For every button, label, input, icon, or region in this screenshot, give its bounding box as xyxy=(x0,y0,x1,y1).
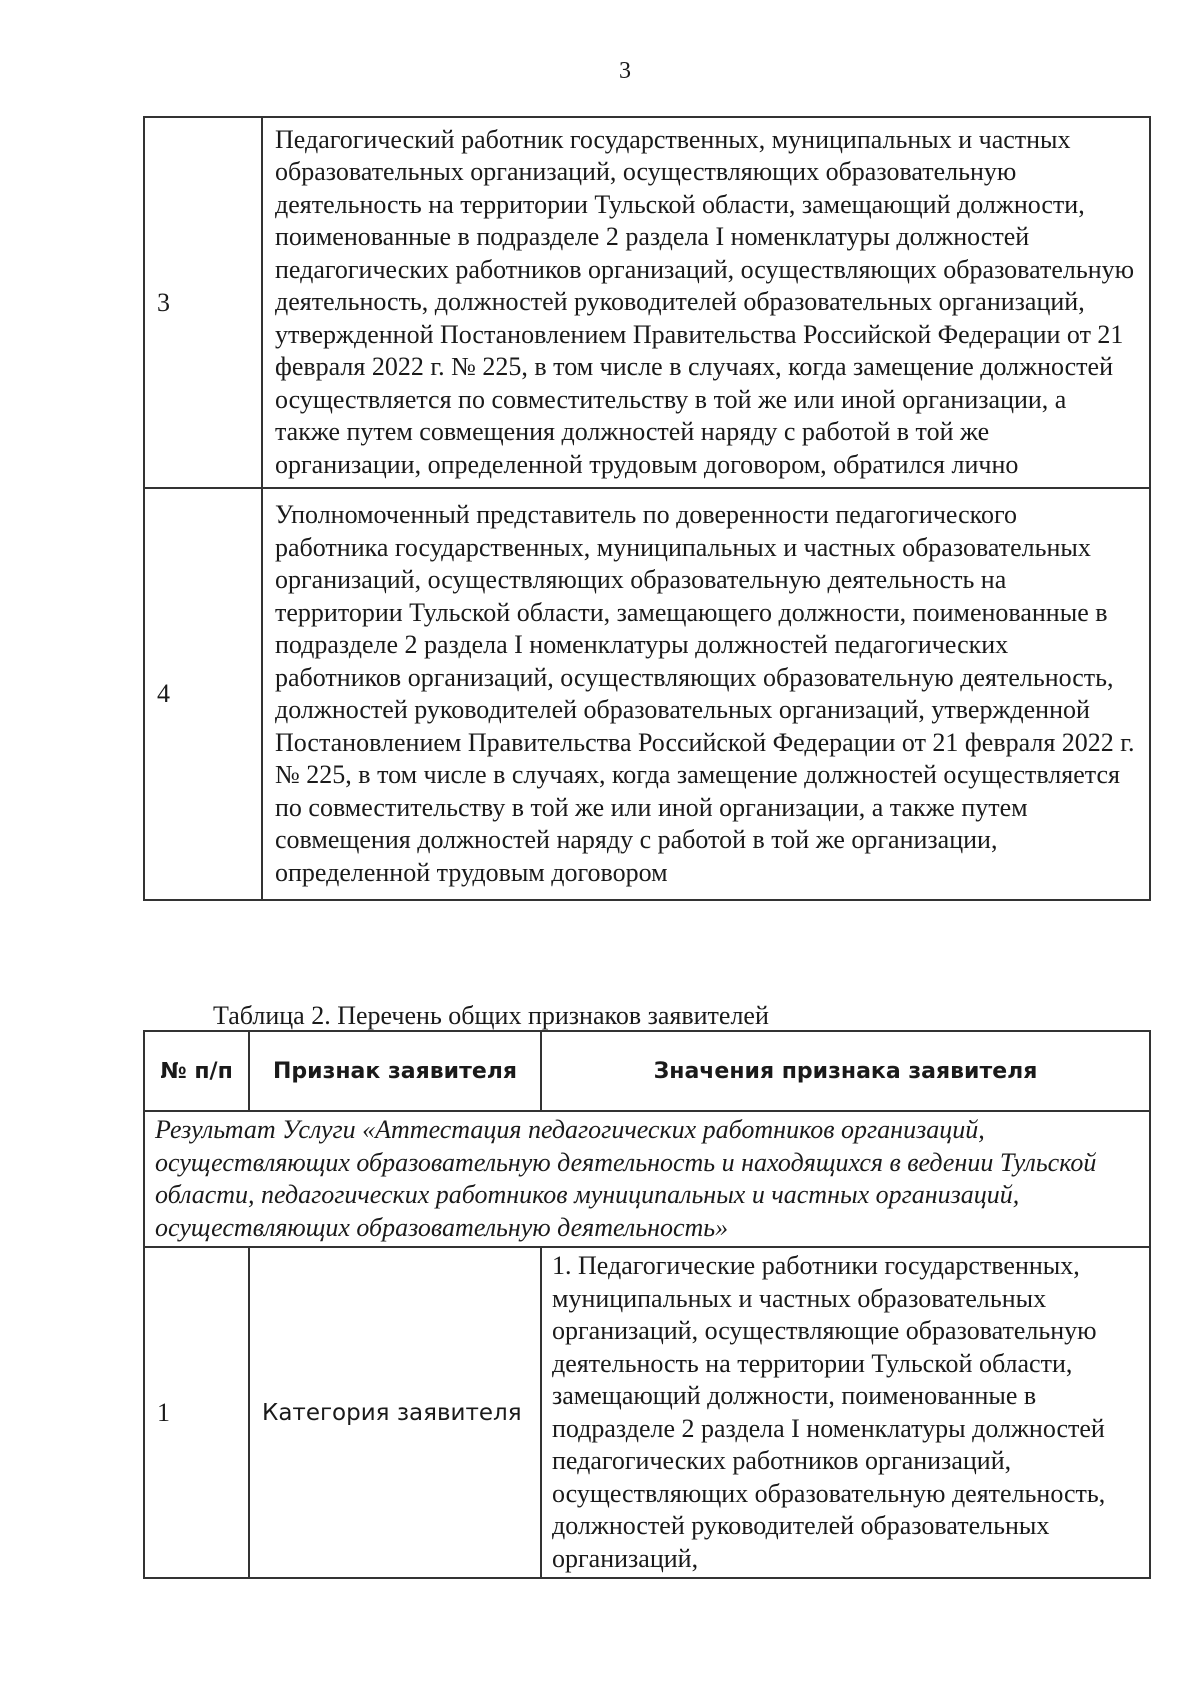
table-row xyxy=(144,117,1150,488)
applicant-description: Уполномоченный представитель по доверенности педагогического работника государственных, муниципальных и частных образовательных организаций, осуществляющих образовательную деятельность на территории Тульской области, замещающего должности, поименованные в подразделе 2 раздела I номенклатуры должностей педагогических работников организаций, осуществляющих образовательную деятельность, должностей руководителей образовательных организаций, утвержденной Постановлением Правительства Российской Федерации от 21 февраля 2022 г. № 225, в том числе в случаях, когда замещение должностей осуществляется по совместительству в той же или иной организации, а также путем совмещения должностей наряду с работой в той же организации, определенной трудовым договором xyxy=(262,488,1150,900)
applicant-sign-value: 1. Педагогические работники государственных, муниципальных и частных образовательных организаций, осуществляющие образовательную деятельность на территории Тульской области, замещающий должности, поименованные в подразделе 2 раздела I номенклатуры должностей педагогических работников организаций, осуществляющих образовательную деятельность, должностей руководителей образовательных организаций, xyxy=(541,1247,1150,1578)
applicants-table-continued xyxy=(143,116,1151,901)
service-result-title: Результат Услуги «Аттестация педагогических работников организаций, осуществляющих образовательную деятельность и находящихся в ведении Тульской области, педагогических работников муниципальных и частных организаций, осуществляющих образовательную деятельность» xyxy=(144,1111,1150,1247)
header-row xyxy=(144,1031,1150,1111)
column-header-values: Значения признака заявителя xyxy=(541,1031,1150,1111)
section-row xyxy=(144,1111,1150,1247)
column-header-number: № п/п xyxy=(144,1031,249,1111)
applicant-description: Педагогический работник государственных, муниципальных и частных образовательных организаций, осуществляющих образовательную деятельность на территории Тульской области, замещающий должности, поименованные в подразделе 2 раздела I номенклатуры должностей педагогических работников организаций, осуществляющих образовательную деятельность, должностей руководителей образовательных организаций, утвержденной Постановлением Правительства Российской Федерации от 21 февраля 2022 г. № 225, в том числе в случаях, когда замещение должностей осуществляется по совместительству в той же или иной организации, а также путем совмещения должностей наряду с работой в той же организации, определенной трудовым договором, обратился лично xyxy=(262,117,1150,488)
page-number: 3 xyxy=(619,58,631,84)
applicant-sign: Категория заявителя xyxy=(249,1247,541,1578)
table-row xyxy=(144,488,1150,900)
table2-caption: Таблица 2. Перечень общих признаков заявителей xyxy=(213,1001,769,1030)
applicant-signs-table xyxy=(143,1030,1151,1579)
row-number: 1 xyxy=(144,1247,249,1578)
row-number: 4 xyxy=(144,488,262,900)
column-header-sign: Признак заявителя xyxy=(249,1031,541,1111)
table-row xyxy=(144,1247,1150,1578)
row-number: 3 xyxy=(144,117,262,488)
